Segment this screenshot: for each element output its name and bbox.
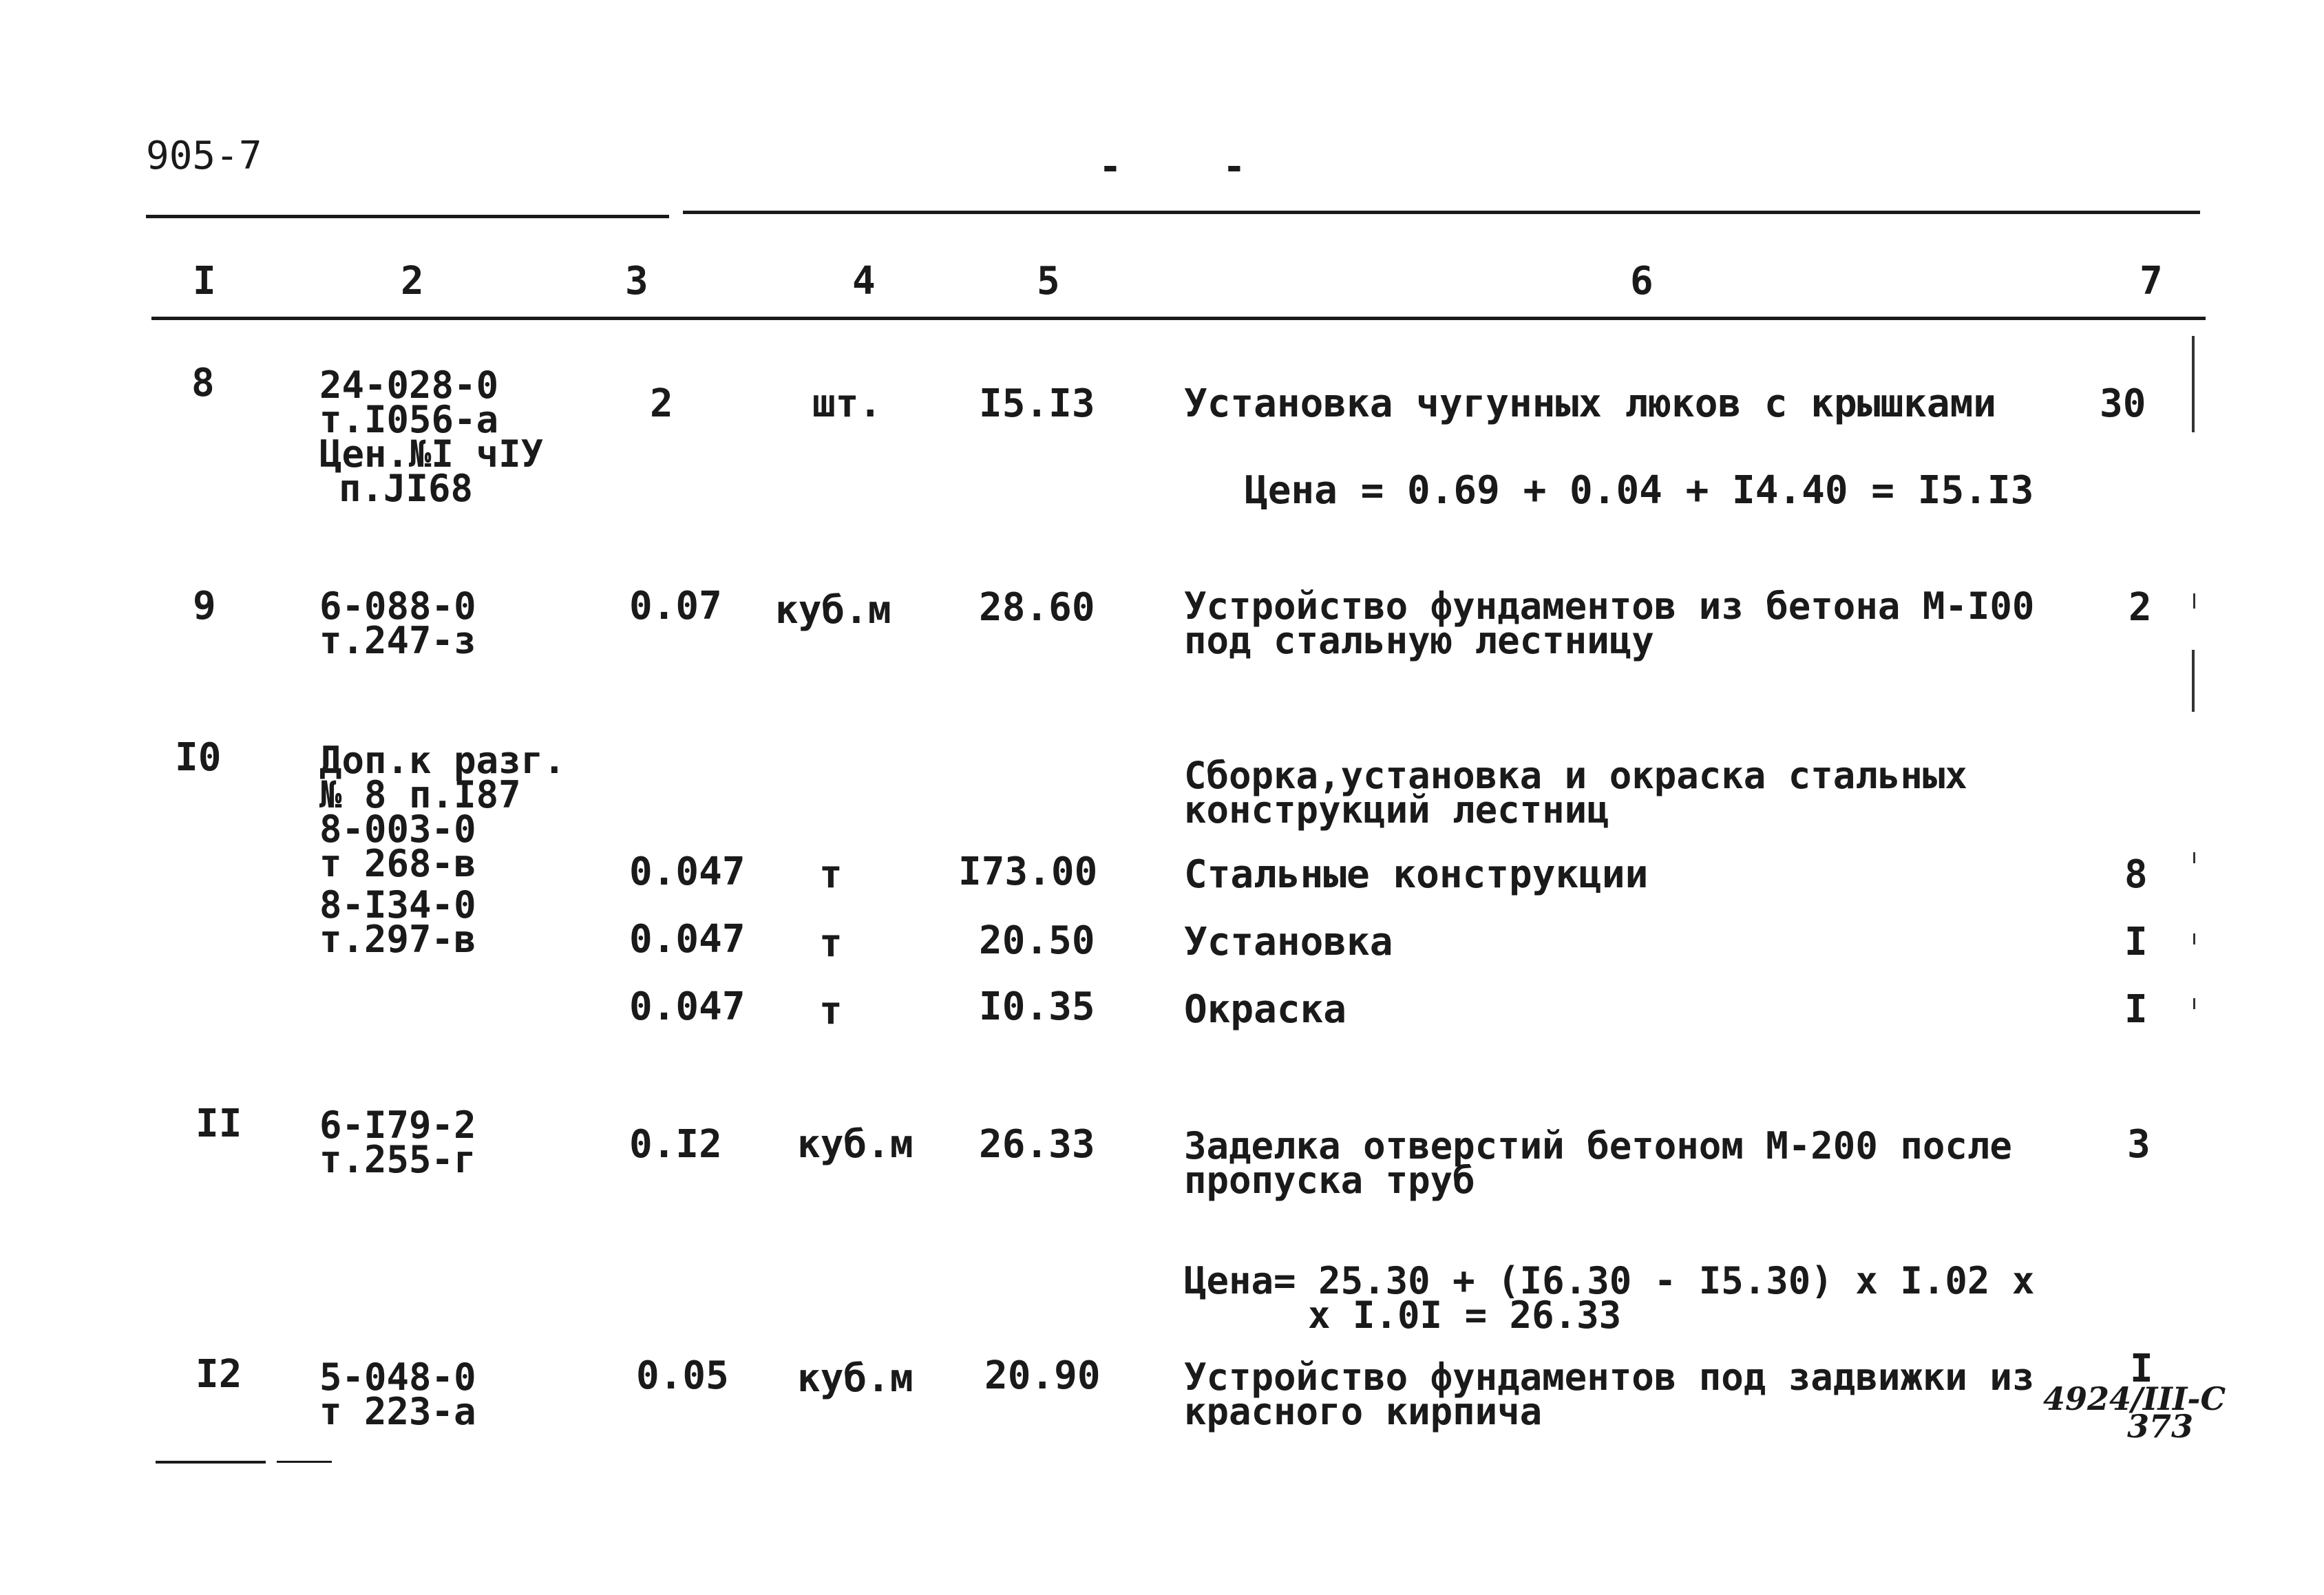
row-10-description	[1184, 754, 1967, 832]
col-header-1: I	[193, 259, 216, 304]
description-line: Сборка,установка и окраска стальных	[1184, 754, 1967, 797]
row-8-code	[319, 363, 544, 510]
code-line: т 223-а	[319, 1390, 476, 1433]
row-9-number: 9	[193, 584, 216, 629]
col-header-3: 3	[625, 259, 648, 304]
description-line: Устройство фундаментов из бетона М-I00	[1184, 584, 2035, 628]
code-line: 24-028-0	[319, 363, 499, 407]
row-10-sub-3-qty: 0.047	[629, 984, 746, 1029]
code-line: 8-I34-0	[319, 883, 476, 927]
description-line: Устройство фундаментов под задвижки из	[1184, 1355, 2035, 1399]
document-code: 905-7	[146, 134, 262, 178]
row-10-sub-3-price: I0.35	[979, 984, 1095, 1029]
code-line: 8-003-0	[319, 807, 476, 851]
row-10-sub-1-price: I73.00	[958, 849, 1098, 894]
row-11-price: 26.33	[979, 1122, 1095, 1167]
margin-mark	[2192, 336, 2195, 432]
row-11-qty: 0.I2	[629, 1122, 722, 1167]
row-12-unit: куб.м	[797, 1356, 913, 1401]
stamp-line: 373	[2127, 1408, 2194, 1445]
bottom-rule-fragment	[277, 1461, 332, 1463]
row-11-formula	[1184, 1259, 2035, 1337]
row-10-sub-3-unit: т	[819, 989, 843, 1033]
row-10-sub-2-qty: 0.047	[629, 917, 746, 962]
code-line: 6-088-0	[319, 584, 476, 628]
row-12-number: I2	[196, 1352, 242, 1397]
code-line: т.255-г	[319, 1138, 476, 1181]
code-line: 5-048-0	[319, 1355, 476, 1399]
row-10-sub-1-total: 8	[2124, 852, 2148, 897]
code-line: Цен.№I чIУ	[319, 432, 544, 476]
row-10-code-2	[319, 883, 476, 961]
row-11-total: 3	[2127, 1122, 2151, 1167]
code-line: т.I056-а	[319, 398, 499, 441]
margin-mark	[2193, 933, 2195, 944]
header-rule	[151, 317, 2206, 320]
row-9-code	[319, 584, 476, 662]
margin-mark	[2193, 998, 2195, 1009]
margin-mark	[2193, 593, 2195, 609]
col-header-6: 6	[1630, 259, 1654, 304]
row-12-price: 20.90	[984, 1353, 1101, 1398]
row-9-qty: 0.07	[629, 584, 722, 629]
bottom-rule	[156, 1461, 266, 1464]
row-12-code	[319, 1355, 476, 1433]
row-11-code	[319, 1103, 476, 1181]
margin-mark	[2193, 852, 2195, 863]
row-10-sub-3-description: Окраска	[1184, 987, 1347, 1032]
code-line: т.297-в	[319, 918, 476, 961]
row-11-unit: куб.м	[797, 1122, 913, 1167]
row-10-code	[319, 739, 566, 885]
page-mark-left: -	[1099, 145, 1122, 189]
row-8-formula: Цена = 0.69 + 0.04 + I4.40 = I5.I3	[1245, 468, 2034, 513]
formula-line: Цена= 25.30 + (I6.30 - I5.30) x I.02 x	[1184, 1259, 2035, 1302]
row-10-sub-2-price: 20.50	[979, 918, 1095, 963]
row-8-price: I5.I3	[979, 381, 1095, 426]
row-8-total: 30	[2100, 381, 2146, 426]
top-rule-right	[683, 211, 2200, 214]
row-8-number: 8	[191, 361, 215, 405]
row-9-description	[1184, 584, 2035, 662]
row-8-unit: шт.	[812, 381, 883, 426]
top-rule-left	[146, 215, 669, 218]
description-line: под стальную лестницу	[1184, 619, 1654, 662]
row-8-qty: 2	[650, 381, 673, 426]
row-10-sub-2-description: Установка	[1184, 920, 1393, 964]
row-10-sub-1-description: Стальные конструкции	[1184, 852, 1649, 897]
row-9-total: 2	[2128, 585, 2152, 630]
row-10-sub-1-unit: т	[819, 852, 843, 897]
description-line: пропуска труб	[1184, 1159, 1475, 1202]
code-line: п.JI68	[339, 467, 474, 510]
row-9-unit: куб.м	[775, 588, 891, 633]
row-12-description	[1184, 1355, 2035, 1433]
row-11-number: II	[196, 1101, 242, 1146]
row-10-number: I0	[175, 735, 222, 780]
row-10-sub-3-total: I	[2124, 987, 2148, 1032]
row-12-qty: 0.05	[636, 1353, 729, 1398]
description-line: красного кирпича	[1184, 1390, 1543, 1433]
code-line: Доп.к разг.	[319, 739, 566, 782]
col-header-5: 5	[1037, 259, 1060, 304]
code-line: т.247-з	[319, 619, 476, 662]
col-header-7: 7	[2140, 259, 2163, 304]
row-10-sub-2-unit: т	[819, 921, 843, 966]
code-line: т 268-в	[319, 842, 476, 885]
stamp-line: 4924/III-С	[2043, 1380, 2226, 1417]
margin-mark	[2192, 650, 2195, 712]
row-10-sub-1-qty: 0.047	[629, 849, 746, 894]
row-11-description	[1184, 1124, 2012, 1202]
description-line: конструкций лестниц	[1184, 788, 1609, 832]
row-9-price: 28.60	[979, 585, 1095, 630]
row-10-sub-2-total: I	[2124, 920, 2148, 964]
code-line: № 8 п.I87	[319, 773, 521, 816]
formula-line: x I.0I = 26.33	[1308, 1293, 1622, 1337]
page-mark-right: -	[1223, 145, 1246, 189]
col-header-4: 4	[852, 259, 876, 304]
handwritten-stamp	[2043, 1380, 2226, 1445]
row-12-total: I	[2130, 1346, 2153, 1391]
code-line: 6-I79-2	[319, 1103, 476, 1147]
col-header-2: 2	[401, 259, 424, 304]
description-line: Заделка отверстий бетоном М-200 после	[1184, 1124, 2012, 1168]
row-8-description: Установка чугунных люков с крышками	[1184, 381, 1997, 426]
